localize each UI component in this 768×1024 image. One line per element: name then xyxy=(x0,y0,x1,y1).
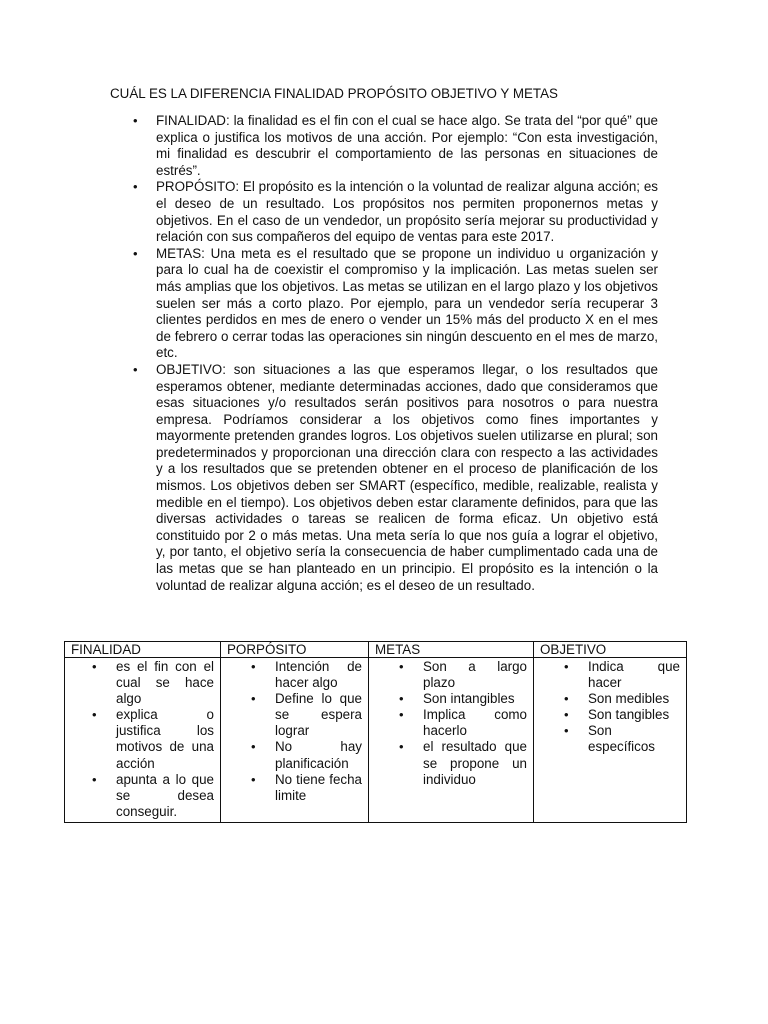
comparison-table xyxy=(64,641,687,823)
cell-finalidad xyxy=(65,658,221,823)
list-item: • Son intangibles xyxy=(423,691,527,707)
cell-proposito xyxy=(221,658,369,823)
list-item: • Son específicos xyxy=(588,723,680,755)
header-metas: METAS xyxy=(369,642,534,658)
definition-objetivo: • OBJETIVO: son situaciones a las que esperamos llegar, o los resultados que esperamos obtener, mediante determinadas acciones, dado que consideramos que esas situaciones y/o resultados serán positivos para nosotros o para nuestra empresa. Podríamos considerar a los objetivos como fines importantes y mayormente pretenden grandes logros. Los objetivos suelen utilizarse en plural; son predeterminados y proporcionan una dirección clara con respecto a las actividades y a los resultados que se pretenden obtener en el proceso de planificación de los mismos. Los objetivos deben ser SMART (específico, medible, realizable, realista y medible en el tiempo). Los objetivos deben estar claramente definidos, para que las diversas actividades o tareas se realicen de forma eficaz. Un objetivo está constituido por 2 o más metas. Una meta sería lo que nos guía a lograr el objetivo, y, por tanto, el objetivo sería la consecuencia de haber cumplimentado cada una de las metas que se han planteado en un principio. El propósito es la intención o la voluntad de realizar alguna acción; es el deseo de un resultado. xyxy=(156,362,658,594)
table-row xyxy=(65,658,687,823)
cell-objetivo xyxy=(534,658,687,823)
definition-finalidad: • FINALIDAD: la finalidad es el fin con el cual se hace algo. Se trata del “por qué” que explica o justifica los motivos de una acción. Por ejemplo: “Con esta investigación, mi finalidad es descubrir el comportamiento de las personas en situaciones de estrés”. xyxy=(156,113,658,179)
cell-metas xyxy=(369,658,534,823)
list-item: • apunta a lo que se desea conseguir. xyxy=(116,772,214,820)
header-proposito: PORPÓSITO xyxy=(221,642,369,658)
list-item: • Define lo que se espera lograr xyxy=(275,691,362,739)
list-item: • explica o justifica los motivos de una acción xyxy=(116,707,214,771)
list-item: • Implica como hacerlo xyxy=(423,707,527,739)
list-item: • Son tangibles xyxy=(588,707,680,723)
list-item: • No tiene fecha limite xyxy=(275,772,362,804)
definition-metas: • METAS: Una meta es el resultado que se propone un individuo u organización y para lo cual ha de coexistir el compromiso y la implicación. Las metas suelen ser más amplias que los objetivos. Las metas se utilizan en el largo plazo y los objetivos suelen ser más a corto plazo. Por ejemplo, para un vendedor sería recuperar 3 clientes perdidos en mes de enero o vender un 15% más del producto X en el mes de febrero o cerrar todas las operaciones sin ningún descuento en el mes de marzo, etc. xyxy=(156,246,658,362)
definitions-list xyxy=(156,113,658,594)
list-item: • Intención de hacer algo xyxy=(275,659,362,691)
header-objetivo: OBJETIVO xyxy=(534,642,687,658)
list-item: • es el fin con el cual se hace algo xyxy=(116,659,214,707)
table-header-row xyxy=(65,642,687,658)
header-finalidad: FINALIDAD xyxy=(65,642,221,658)
list-item: • el resultado que se propone un individuo xyxy=(423,739,527,787)
list-item: • No hay planificación xyxy=(275,739,362,771)
list-item: • Son medibles xyxy=(588,691,680,707)
list-item: • Son a largo plazo xyxy=(423,659,527,691)
list-item: • Indica que hacer xyxy=(588,659,680,691)
definition-proposito: • PROPÓSITO: El propósito es la intención o la voluntad de realizar alguna acción; es el deseo de un resultado. Los propósitos nos permiten proponernos metas y objetivos. En el caso de un vendedor, un propósito sería mejorar su productividad y relación con sus compañeros del equipo de ventas para este 2017. xyxy=(156,179,658,245)
document-title: CUÁL ES LA DIFERENCIA FINALIDAD PROPÓSITO OBJETIVO Y METAS xyxy=(110,86,558,101)
